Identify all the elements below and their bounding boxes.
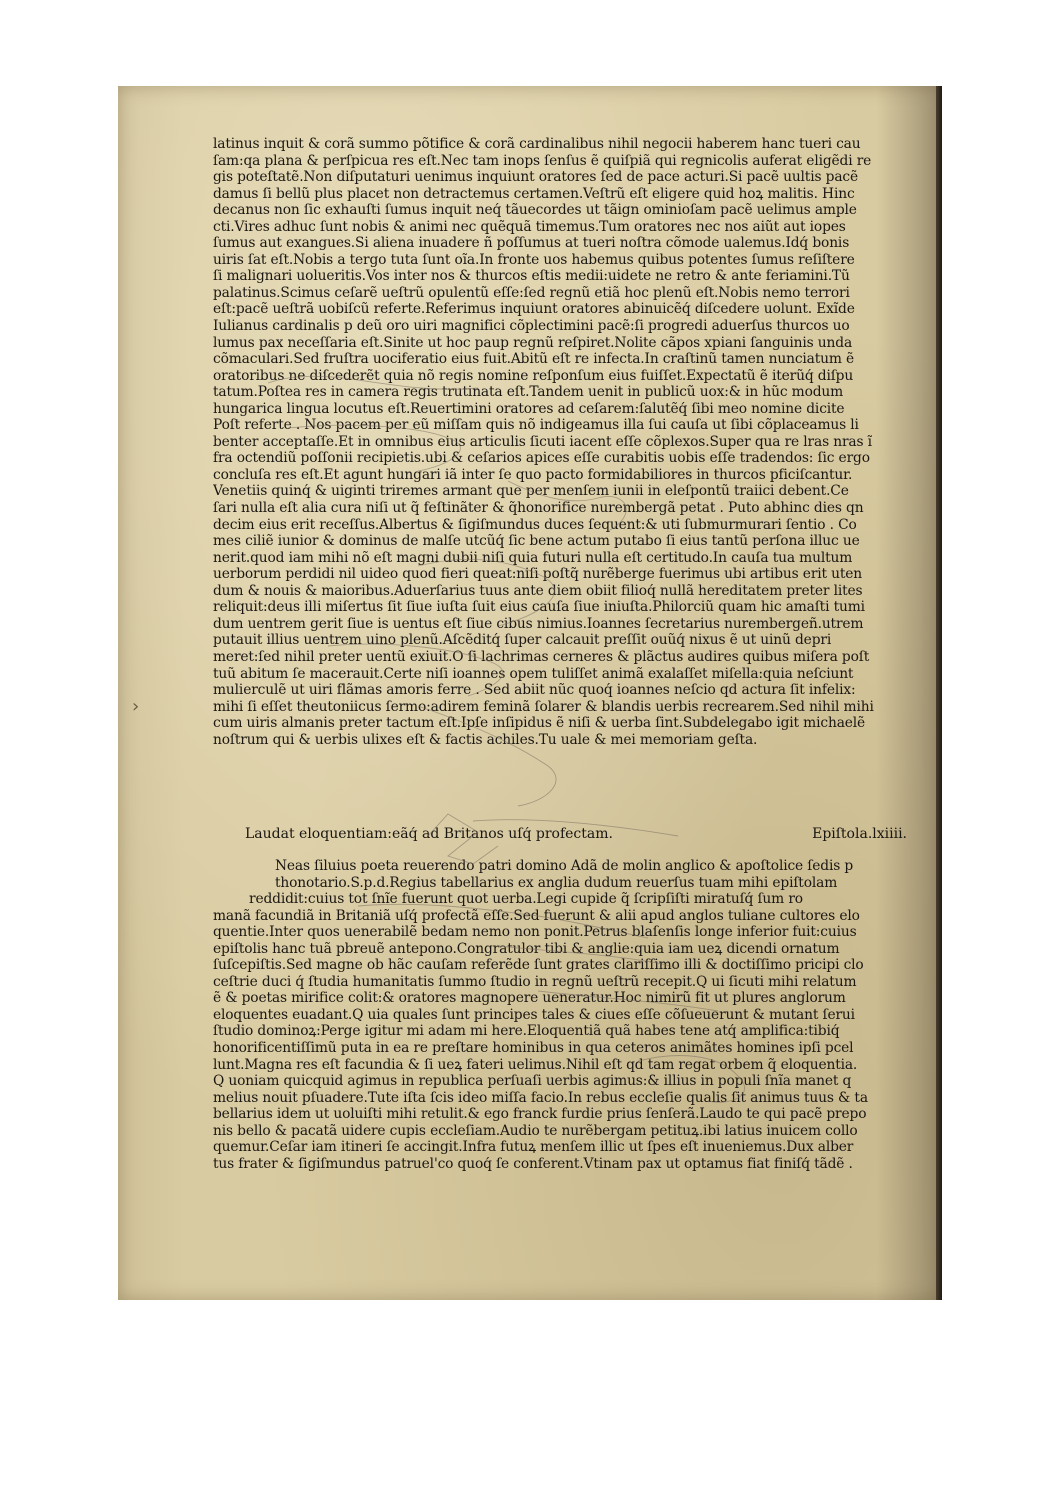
- text-line: reliquit:deus illi miſertus ſit ſiue iuſta ſuit eius cauſa ſiue iniuſta.Philorciũ quam hic amaſti tumi: [213, 599, 865, 616]
- text-line: uerborum perdidi nil uideo quod fieri queat:niſi poſtq̃ nurẽberge fuerimus ubi artibus erit uten: [213, 566, 863, 583]
- text-line: bellarius idem ut uoluiſti mihi retulit.& ego franck furdie prius ſenſerã.Laudo te qui pacẽ prepo: [213, 1106, 867, 1123]
- text-line: eſt:pacẽ ueſtrã uobiſcũ referte.Referimus inquiunt oratores abinuicẽq́ diſcedere uolunt. Exĩde: [213, 301, 855, 318]
- text-line: honorificentiſſimũ puta in ea re preſtare hominibus in qua ceteros animãtes homines ipſi pcel: [213, 1040, 854, 1057]
- letter-summary: Laudat eloquentiam:eãq́ ad Britanos uſq́ profectam.: [245, 826, 613, 842]
- text-line: meret:ſed nihil preter uentũ exiuit.O ſi lachrimas cerneres & plãctus audires quibus miſera poſt: [213, 648, 870, 665]
- text-line: reddidit:cuius tot ſnĩe fuerunt quot uerba.Legi cupide q̃ ſcripſiſti miratuſq́ ſum ro: [249, 891, 803, 908]
- text-line: dum & nouis & maioribus.Aduerſarius tuus ante diem obiit filioq́ nullã hereditatem preter lites: [213, 582, 863, 599]
- text-line: putauit illius uentrem uino plenũ.Aſcẽditq́ ſuper calcauit preſſit ouũq́ nixus ẽ ut uinũ depri: [213, 632, 832, 649]
- text-line: cum uiris almanis preter tactum eſt.Ipſe inſipidus ẽ niſi & uerba ſint.Subdelegabo igit michaelẽ: [213, 715, 866, 732]
- text-line: uiris ſat eſt.Nobis a tergo tuta ſunt oĩa.In fronte uos habemus quibus potentes ſumus reſiſtere: [213, 251, 855, 268]
- text-line: quemur.Ceſar iam itineri ſe accingit.Infra futuꝝ menſem illic ut ſpes eſt inueniemus.Dux alber: [213, 1139, 854, 1156]
- text-line: gis poteſtatẽ.Non diſputaturi uenimus inquiunt oratores ſed de pace acturi.Si pacẽ uultis pacẽ: [213, 169, 858, 186]
- text-line: cõmaculari.Sed fruſtra uociferatio eius fuit.Abitũ eſt re infecta.In craſtinũ tamen nunciatum ẽ: [213, 351, 855, 368]
- text-line: cti.Vires adhuc ſunt nobis & animi nec quẽquã timemus.Tum oratores nec nos aiũt aut iopes: [213, 218, 846, 235]
- text-line: ẽ & poetas mirifice colit:& oratores magnopere ueneratur.Hoc nimirũ fit ut plures anglorum: [213, 990, 846, 1007]
- letter-number: Epiſtola.lxiiii.: [812, 826, 907, 842]
- text-line: mulierculẽ ut uiri flãmas amoris ferre . Sed abiit nũc quoq́ ioannes neſcio qd actura ſit infelix:: [213, 682, 856, 699]
- scanned-page: [118, 86, 942, 1300]
- text-line: decim eius erit receſſus.Albertus & ſigiſmundus duces ſequent:& uti ſubmurmurari ſentio . Co: [213, 516, 857, 533]
- text-line: nerit.quod iam mihi nõ eſt magni dubii niſi quia futuri nulla eſt certitudo.In cauſa tua multum: [213, 549, 853, 566]
- text-line: lumus pax neceſſaria eſt.Sinite ut hoc paup regnũ reſpiret.Nolite cãpos xpiani ſanguinis unda: [213, 334, 853, 351]
- text-line: ſi malignari uolueritis.Vos inter nos & thurcos eſtis medii:uidete ne retro & ante feriamini.Tũ: [213, 268, 850, 285]
- text-line: tus frater & ſigiſmundus patruel'co quoq́ ſe conferent.Vtinam pax ut optamus fiat finiſq́ tãdẽ .: [213, 1155, 853, 1172]
- text-line: manã facundiã in Britaniã uſq́ profectã eſſe.Sed fuerunt & alii apud anglos tuliane cultores elo: [213, 907, 860, 924]
- text-line: palatinus.Scimus ceſarẽ ueſtrũ opulentũ eſſe:ſed regnũ etiã hoc plenũ eſt.Nobis nemo terrori: [213, 284, 850, 301]
- text-line: nis bello & pacatã uidere cupis eccleſiam.Audio te nurẽbergam petituꝝ.ibi latius inuicem collo: [213, 1122, 858, 1139]
- text-line: Q uoniam quicquid agimus in republica perſuaſi uerbis agimus:& illius in populi ſnĩa manet q: [213, 1073, 852, 1090]
- text-line: benter acceptaſſe.Et in omnibus eius articulis ſicuti iacent eſſe cõplexos.Super qua re lras nras ĩ: [213, 433, 872, 450]
- text-line: Poſt referte . Nos pacem per eũ miſſam quis nõ indigeamus illa ſui cauſa ut ſibi cõplaceamus li: [213, 417, 859, 434]
- letter-text-continued: [213, 136, 908, 748]
- text-line: lunt.Magna res eſt facundia & ſi ueꝝ fateri uelimus.Nihil eſt qd tam regat orbem q̃ eloquentia.: [213, 1056, 858, 1073]
- text-line: concluſa res eſt.Et agunt hungari iã inter ſe quo pacto formidabiliores in thurcos pficiſcantur.: [213, 466, 853, 483]
- text-line: mes ciliẽ iunior & dominus de malſe utcũq́ ſic bene actum putabo ſi eius tantũ perſona illuc ue: [213, 533, 860, 550]
- letter-heading: [245, 826, 935, 846]
- text-line: Neas ſiluius poeta reuerendo patri domino Adã de molin anglico & apoſtolice ſedis p: [275, 858, 854, 874]
- text-line: hungarica lingua locutus eſt.Reuertimini oratores ad ceſarem:ſalutẽq́ ſibi meo nomine dicite: [213, 400, 845, 417]
- text-line: tatum.Poſtea res in camera regis trutinata eſt.Tandem uenit in publicũ uox:& in hũc modum: [213, 384, 844, 401]
- text-line: decanus non ſic exhauſti ſumus inquit neq́ tãuecordes ut tãign ominioſam pacẽ uelimus ample: [213, 202, 857, 219]
- text-line: damus ſi bellũ plus placet non detractemus certamen.Veſtrũ eſt eligere quid hoꝝ malitis. Hinc: [213, 185, 855, 202]
- text-line: fra octendiũ poſſonii recipietis.ubi & ceſarios apices eſſe curabitis uobis eſſe tradendos: ſic ergo: [213, 450, 870, 467]
- text-line: quentie.Inter quos uenerabilẽ bedam nemo non ponit.Petrus blaſenſis longe inferior fuit:cuius: [213, 924, 857, 941]
- text-line: latinus inquit & corã summo põtifice & corã cardinalibus nihil negocii haberem hanc tueri cau: [213, 136, 861, 152]
- text-line: ſari nulla eſt alia cura niſi ut q̃ feſtinãter & q̃honorifice nurembergã petat . Puto abhinc dies qn: [213, 500, 864, 517]
- text-line: ſumus aut exangues.Si aliena inuadere ñ poſſumus at tueri noſtra cõmode ualemus.Idq́ bonis: [213, 235, 850, 252]
- text-line: ſtudio dominoꝝ:Perge igitur mi adam mi here.Eloquentiã quã habes tene atq́ amplifica:tibiq́: [213, 1023, 840, 1040]
- text-line: epiſtolis hanc tuã pbreuẽ antepono.Congratulor tibi & anglie:quia iam ueꝝ dicendi ornatum: [213, 940, 840, 957]
- text-line: ceſtrie duci q́ ſtudia humanitatis ſummo ſtudio in regnũ ueſtrũ recepit.Q ui ſicuti mihi relatum: [213, 973, 857, 990]
- letter-text-new: [213, 858, 908, 1172]
- text-line: mihi ſi eſſet theutoniicus ſermo:adirem feminã ſolarer & blandis uerbis recrearem.Sed nihil mihi: [213, 698, 874, 715]
- text-line: dum uentrem gerit ſiue is uentus eſt ſiue cibus nimius.Ioannes ſecretarius nurembergeñ.utrem: [213, 615, 864, 632]
- text-line: noſtrum qui & uerbis ulixes eſt & factis achiles.Tu uale & mei memoriam geſta.: [213, 731, 758, 748]
- text-line: thonotario.S.p.d.Regius tabellarius ex anglia dudum reuerſus tuam mihi epiſtolam: [275, 874, 838, 891]
- text-line: Venetiis quinq́ & uiginti triremes armant que per menſem iunii in eleſpontũ traiici debent.Ce: [213, 483, 849, 500]
- margin-mark: ›: [132, 696, 140, 717]
- text-line: Iulianus cardinalis p deũ oro uiri magnifici cõplectimini pacẽ:ſi progredi aduerſus thurcos uo: [213, 318, 850, 335]
- binding-edge: [936, 86, 942, 1300]
- text-line: tuũ abitum ſe macerauit.Certe niſi ioannes opem tuliſſet animã exalaſſet miſella:quia neſciunt: [213, 665, 854, 682]
- text-line: ſam:qa plana & perſpicua res eſt.Nec tam inops ſenſus ẽ quiſpiã qui regnicolis auferat eligẽdi re: [213, 152, 872, 169]
- text-line: melius nouit pſuadere.Tute iſta ſcis ideo miſſa facio.In rebus eccleſie qualis ſit animus tuus & ta: [213, 1089, 868, 1106]
- text-line: ſuſcepiſtis.Sed magne ob hãc cauſam referẽde ſunt grates clariſſimo illi & doctiſſimo pricipi clo: [213, 957, 864, 974]
- text-line: eloquentes euadant.Q uia quales ſunt principes tales & ciues eſſe cõſueuerunt & mutant ſerui: [213, 1006, 855, 1023]
- text-line: oratoribus ne diſcederẽt quia nõ regis nomine reſponſum eius fuiſſet.Expectatũ ẽ iterũq́ diſpu: [213, 367, 854, 384]
